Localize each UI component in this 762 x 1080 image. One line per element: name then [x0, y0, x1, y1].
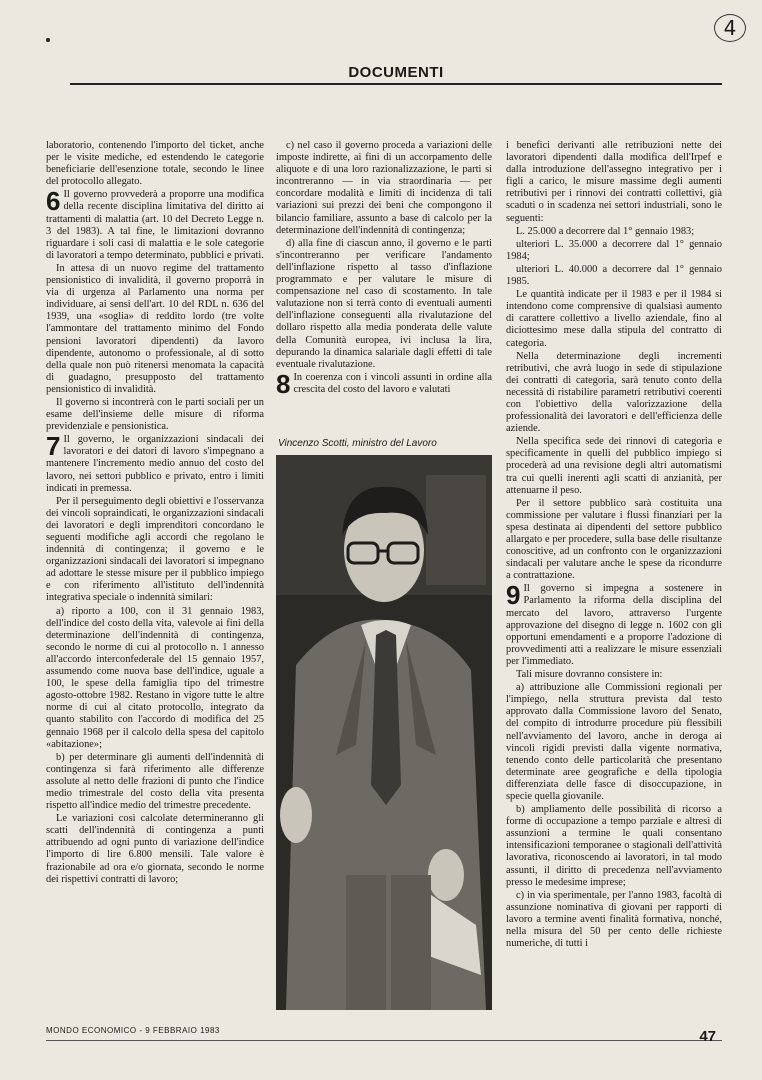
paragraph: laboratorio, contenendo l'importo del ticket, anche per le visite mediche, ed estendendo le categorie beneficiarie dell'esenzione totale, secondo le linee del protocollo allegato. [46, 140, 264, 188]
paragraph: Il governo si incontrerà con le parti sociali per un esame dell'insieme delle misure di riforma previdenziale e pensionistica. [46, 396, 264, 433]
paragraph: L. 25.000 a decorrere dal 1° gennaio 1983; [516, 225, 695, 237]
paragraph [46, 431, 264, 494]
portrait-photo [276, 455, 492, 1010]
footer-rule [46, 1040, 722, 1041]
paragraph: In attesa di un nuovo regime del trattamento pensionistico di invalidità, il governo proporrà in via di urgenza al Parlamento una norma per individuare, ai sensi dell'art. 10 del RDL n. 636 del 1939, una «soglia» di reddito lordo (tre volte l'ammontare del trattamento minimo del Fondo pensioni lavoratori dipendenti) da lavoro dipendente, autonomo o professionale, al di sotto della quale non può ritenersi menomata la capacità di guadagno, presupposto del trattamento pensionistico di invalidità. [46, 262, 264, 395]
paragraph: ulteriori L. 40.000 a decorrere dal 1° gennaio 1985. [506, 263, 722, 288]
paragraph [276, 368, 492, 399]
item-number-9: 9 [506, 580, 521, 611]
paragraph-text: Il governo si impegna a sostenere in Parlamento la riforma della disciplina del mercato del lavoro, attraverso l'urgente approvazione del disegno di legge n. 1602 con gli opportuni emendamenti e a proporre l'adozione di provvedimenti atti a realizzare le misure essenziali per l'immediato. [506, 583, 722, 667]
paragraph: a) riporto a 100, con il 31 gennaio 1983, dell'indice del costo della vita, valevole ai fini della determinazione dell'indennità di contingenza, secondo le norme di cui al protocollo n. 1 annesso all'accordo interconfederale del 15 gennaio 1957, assumendo come nuova base dell'indice, uguale a 100, le spese della famiglia tipo del trimestre agosto-ottobre 1982. Restano in vigore tutte le altre norme di cui al citato protocollo, integrato da quanto stabilito con l'accordo di modifica del 25 gennaio 1968 per il calcolo della spesa del capitolo «abitazione»; [46, 605, 264, 750]
paragraph: b) ampliamento delle possibilità di ricorso a forme di occupazione a tempo parziale e altresì di assunzioni a termine le quali consentano intensificazioni temporanee o stagionali dell'attività lavorativa, riconoscendo ai lavoratori, in tal modo assunti, il diritto di precedenza nell'avviamento presso le medesime imprese; [506, 804, 722, 888]
paragraph: Per il settore pubblico sarà costituita una commissione per valutare i flussi finanziari per la spesa destinata ai dipendenti del settore pubblico allargato e per procedere, sulla base delle risultanze conoscitive, ad un confronto con le organizzazioni sindacali per valutare anche le spese da ricondurre a contrattazione. [506, 497, 722, 582]
column-2 [276, 140, 492, 397]
paragraph: a) attribuzione alle Commissioni regionali per l'impiego, nella struttura prevista dal testo approvato dalla Commissione lavoro del Senato, del compito di introdurre procedure più flessibili nell'avviamento del lavoro, anche in deroga ai vincoli rigidi previsti dalla vigente normativa, tenendo conto delle particolarità che presentano determinate aree geografiche e della tipologia differenziata delle fasce di disoccupazione, in specie quella giovanile. [506, 682, 722, 802]
paragraph: Tali misure dovranno consistere in: [516, 669, 663, 681]
paragraph: i benefici derivanti alle retribuzioni nette dei lavoratori dipendenti dalla modifica dell'Irpef e dalla introduzione dell'assegno integrativo per i figli a carico, le misure massime degli aumenti retributivi per i rinnovi dei contratti collettivi, già scaduti o in scadenza nei settori industriali, sono le seguenti: [506, 140, 722, 224]
item-number-7: 7 [46, 431, 61, 462]
portrait-illustration [276, 455, 492, 1010]
paragraph: Nella determinazione degli incrementi retributivi, che avrà luogo in sede di stipulazione dei contratti di categoria, sarà tenuto conto della necessità di ristabilire parametri retributivi coerenti con l'obiettivo della valorizzazione della professionalità dei lavoratori e dell'efficienza delle aziende. [506, 350, 722, 435]
item-number-6: 6 [46, 186, 61, 217]
circled-page-number: 4 [714, 14, 746, 42]
footer-page-number: 47 [699, 1028, 716, 1045]
paragraph: ulteriori L. 35.000 a decorrere dal 1° gennaio 1984; [506, 238, 722, 262]
column-3 [506, 140, 722, 951]
paragraph: Per il perseguimento degli obiettivi e l'osservanza dei vincoli sopraindicati, le organizzazioni sindacali dei lavoratori e degli imprenditori concordano le seguenti modifiche agli accordi che regolano le indennità di contingenza; il governo e le organizzazioni sindacali dei lavoratori si impegnano ad adottare le stesse misure per il pubblico impiego e con riferimento all'istituto dell'indennità integrativa speciale o indennità similari: [46, 495, 264, 604]
paragraph: b) per determinare gli aumenti dell'indennità di contingenza si farà riferimento alle differenze assolute al netto delle frazioni di punto che l'indice medio trimestrale del costo della vita presenta rispetto all'indice medio del trimestre precedente. [46, 751, 264, 812]
header-rule [70, 83, 722, 85]
paragraph: Le quantità indicate per il 1983 e per il 1984 si intendono come comprensive di qualsiasi aumento di carattere collettivo a livello aziendale, fino al diciottesimo mese dalla stipula del contratto di categoria. [506, 289, 722, 349]
paragraph-text: Il governo, le organizzazioni sindacali dei lavoratori e dei datori di lavoro s'impegnano a mantenere l'incremento medio annuo del costo del lavoro, nei settori pubblico e privato, entro i limiti indicati in premessa. [46, 434, 264, 494]
paragraph-text: Il governo provvederà a proporre una modifica della recente disciplina limitativa del diritto ai trattamenti di malattia (art. 10 del Decreto Legge n. 3 del 1983). A tal fine, le limitazioni dovranno riguardare i soli casi di malattia e le sole categorie di lavoratori a tempo determinato, pubblici e privati. [46, 189, 264, 261]
column-1 [46, 140, 264, 887]
paragraph [506, 580, 722, 668]
item-number-8: 8 [276, 368, 291, 399]
stray-dot [46, 38, 50, 42]
paragraph: c) in via sperimentale, per l'anno 1983, facoltà di assunzione nominativa di giovani per rapporti di lavoro a termine aventi finalità formativa, nonché, nella misura del 50 per cento delle richieste numeriche, di tutti i [506, 889, 722, 950]
paragraph-text: In coerenza con i vincoli assunti in ordine alla crescita del costo del lavoro e valutati [293, 371, 492, 395]
footer-source: MONDO ECONOMICO - 9 FEBBRAIO 1983 [46, 1026, 220, 1035]
photo-caption: Vincenzo Scotti, ministro del Lavoro [278, 438, 437, 449]
section-title: DOCUMENTI [348, 64, 444, 81]
paragraph: Nella specifica sede dei rinnovi di categoria e specificamente in quelli del pubblico impiego si procederà ad una revisione degli altri automatismi tra cui quelli inerenti agli scatti di anzianità, per attenuarne il peso. [506, 436, 722, 496]
paragraph: d) alla fine di ciascun anno, il governo e le parti s'incontreranno per verificare l'andamento dell'inflazione rispetto al tasso d'inflazione programmato e per valutare le misure di compensazione nel caso di scostamento. In tale valutazione non si terrà conto di eventuali aumenti dell'inflazione conseguenti alla rivalutazione del dollaro rispetto alla media ponderata delle valute della Comunità europea, ivi inclusa la lira, depurando la dinamica salariale dagli effetti di tale eventuale rivalutazione. [276, 237, 492, 370]
paragraph: c) nel caso il governo proceda a variazioni delle imposte indirette, ai fini di un accorpamento delle aliquote e di una loro razionalizzazione, le parti si incontreranno — in via straordinaria — per concordare modalità e limiti di incidenza di tali variazioni sui prezzi dei beni che compongono il bilancio familiare, assunto a base di calcolo per la determinazione dell'indennità di contingenza; [276, 140, 492, 236]
paragraph: Le variazioni così calcolate determineranno gli scatti dell'indennità di contingenza a punti attribuendo ad ogni punto di variazione dell'indice l'importo di lire 6.800 mensili. Tale valore è frazionabile ad ora e/o giornata, secondo le norme dei rispettivi contratti di lavoro; [46, 813, 264, 885]
paragraph [46, 186, 264, 262]
